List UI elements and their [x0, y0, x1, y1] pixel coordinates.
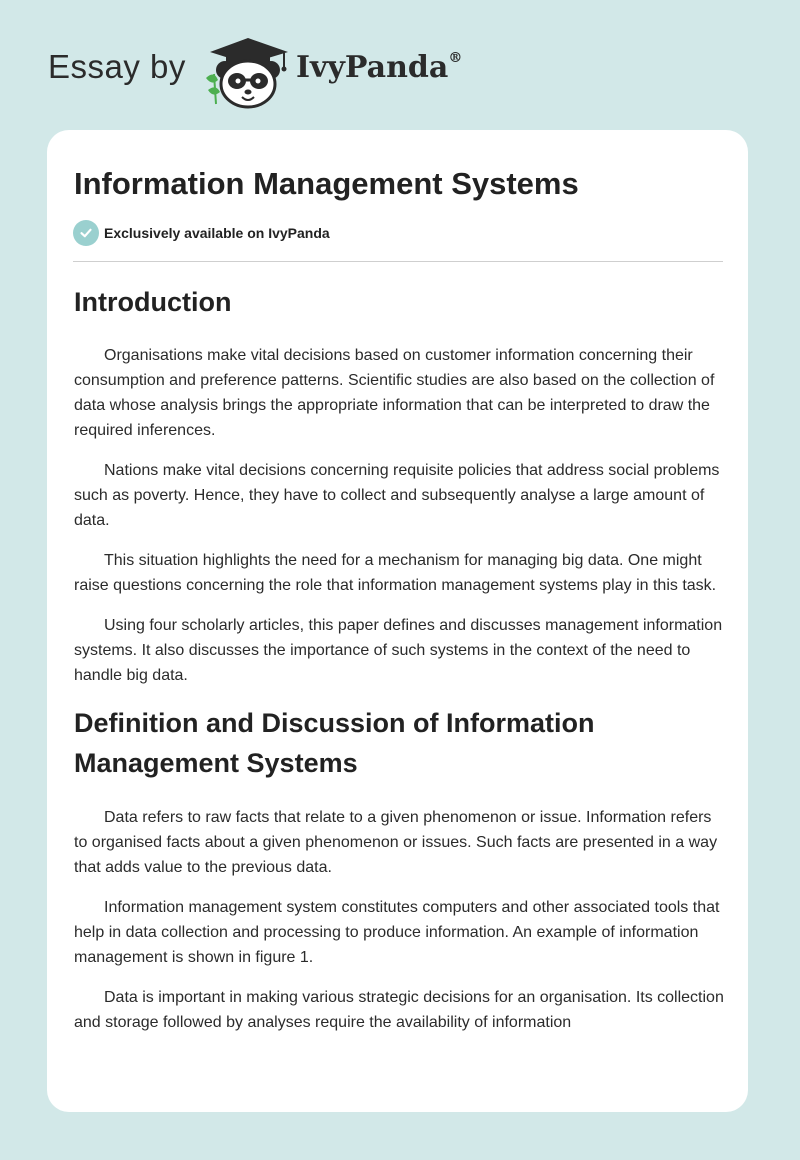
registered-mark: ®	[448, 50, 463, 66]
badge-text: Exclusively available on IvyPanda	[104, 225, 330, 241]
check-circle-icon	[73, 220, 99, 246]
paragraph: Using four scholarly articles, this paper defines and discusses management information systems. It also discusses the importance of such systems in the context of the need to handle big data.	[74, 617, 723, 684]
page-title: Information Management Systems	[74, 166, 579, 201]
brand-name[interactable]: IvyPanda®	[296, 50, 463, 85]
article-body	[74, 282, 729, 1050]
paragraph: Data is important in making various strategic decisions for an organisation. Its collection and storage followed by analyses require the availability of information	[74, 989, 724, 1031]
paragraph: Organisations make vital decisions based on customer information concerning their consumption and preference patterns. Scientific studies are also based on the collection of data whose analysis brings the appropriate information that can be interpreted to draw the required inferences.	[74, 347, 715, 439]
paragraph: Data refers to raw facts that relate to a given phenomenon or issue. Information refers to organised facts about a given phenomenon or issues. Such facts are presented in a way that adds value to the previous data.	[74, 809, 718, 876]
paragraph: This situation highlights the need for a mechanism for managing big data. One might raise questions concerning the role that information management systems play in this task.	[74, 552, 717, 594]
paragraph: Nations make vital decisions concerning requisite policies that address social problems such as poverty. Hence, they have to collect and subsequently analyse a large amount of data.	[74, 462, 720, 529]
essay-card	[47, 130, 748, 1112]
divider	[73, 261, 723, 262]
section-heading: Introduction	[74, 287, 232, 317]
section-heading: Definition and Discussion of Information Management Systems	[74, 708, 595, 778]
panda-logo-icon[interactable]	[200, 34, 296, 110]
brand-prefix: Essay by	[48, 48, 186, 85]
paragraph: Information management system constitutes computers and other associated tools that help in data collection and processing to produce information. An example of information management is shown in figure 1.	[74, 899, 720, 966]
exclusive-badge	[73, 220, 330, 246]
site-header	[0, 0, 800, 130]
